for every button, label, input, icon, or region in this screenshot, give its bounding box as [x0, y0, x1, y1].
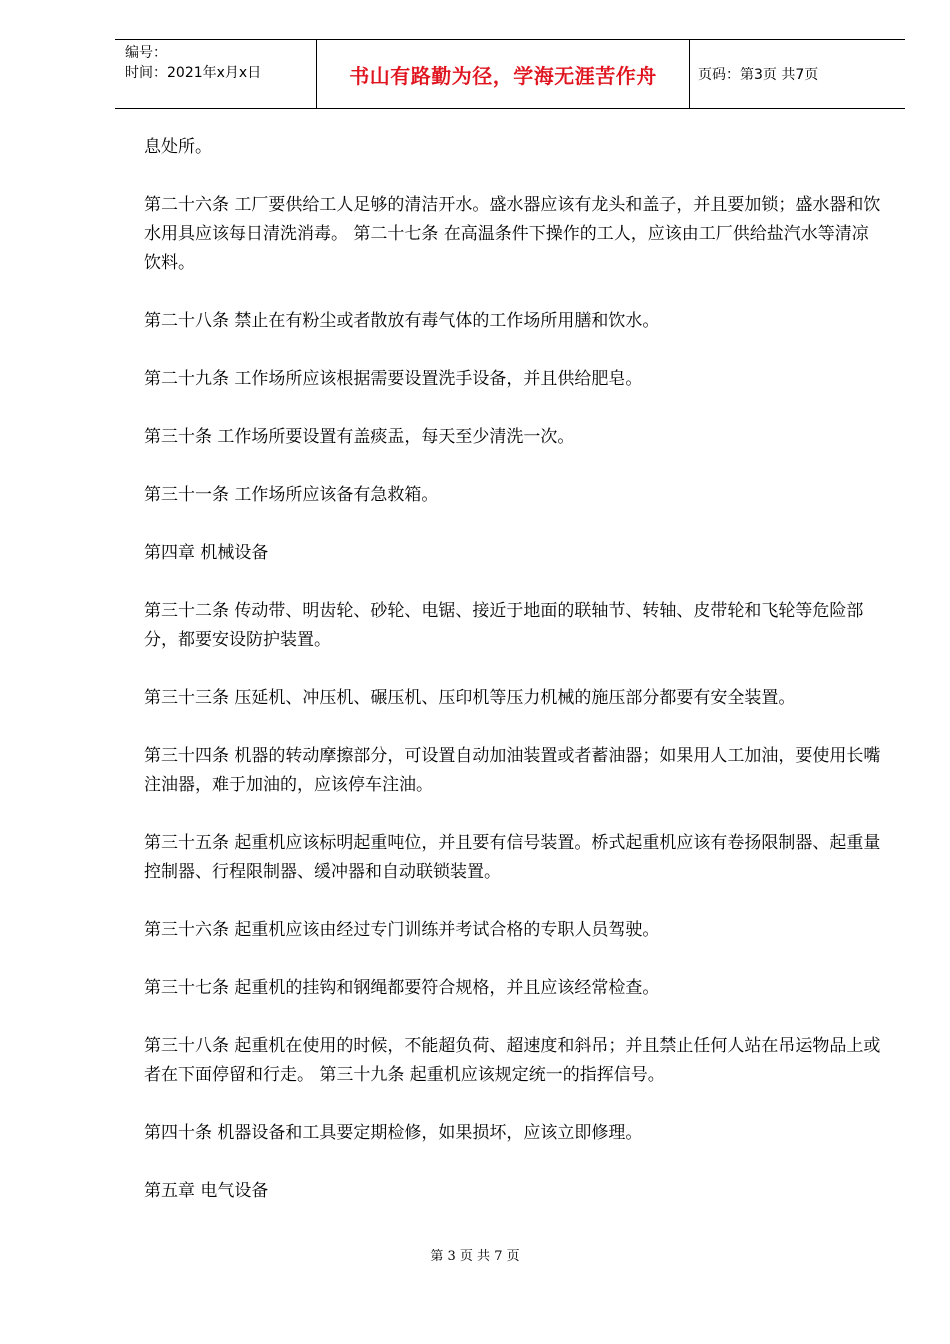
header-meta: [115, 40, 316, 108]
paragraph: 息处所。: [144, 137, 212, 157]
paragraph: 第二十六条 工厂要供给工人足够的清洁开水。盛水器应该有龙头和盖子，并且要加锁；盛水器和饮水用具应该每日清洗消毒。 第二十七条 在高温条件下操作的工人，应该由工厂供给盐汽水等清凉饮料。: [144, 195, 881, 273]
page-footer: [0, 1245, 950, 1264]
paragraph: 第三十条 工作场所要设置有盖痰盂，每天至少清洗一次。: [144, 427, 575, 447]
paragraph: 第三十八条 起重机在使用的时候，不能超负荷、超速度和斜吊；并且禁止任何人站在吊运物品上或者在下面停留和行走。 第三十九条 起重机应该规定统一的指挥信号。: [144, 1036, 881, 1085]
paragraph: 第三十一条 工作场所应该备有急救箱。: [144, 485, 439, 505]
chapter-heading: 第五章 电气设备: [144, 1181, 269, 1201]
paragraph: 第三十七条 起重机的挂钩和钢绳都要符合规格，并且应该经常检查。: [144, 978, 660, 998]
header-motto: 书山有路勤为径，学海无涯苦作舟: [316, 40, 690, 108]
paragraph: 第二十九条 工作场所应该根据需要设置洗手设备，并且供给肥皂。: [144, 369, 643, 389]
paragraph: 第三十二条 传动带、明齿轮、砂轮、电锯、接近于地面的联轴节、转轴、皮带轮和飞轮等危险部分，都要安设防护装置。: [144, 601, 864, 650]
document-body: [144, 133, 884, 1235]
document-time-label: 时间：2021年x月x日: [125, 65, 262, 81]
paragraph: 第四十条 机器设备和工具要定期检修，如果损坏，应该立即修理。: [144, 1123, 643, 1143]
header-page-info: 页码：第3页 共7页: [698, 67, 819, 83]
paragraph: 第二十八条 禁止在有粉尘或者散放有毒气体的工作场所用膳和饮水。: [144, 311, 660, 331]
paragraph: 第三十四条 机器的转动摩擦部分，可设置自动加油装置或者蓄油器；如果用人工加油，要使用长嘴注油器，难于加油的，应该停车注油。: [144, 746, 881, 795]
footer-page-number: 第 3 页 共 7 页: [430, 1249, 520, 1264]
page-header: [115, 39, 905, 109]
chapter-heading: 第四章 机械设备: [144, 543, 269, 563]
document-number-label: 编号：: [125, 45, 167, 61]
paragraph: 第三十六条 起重机应该由经过专门训练并考试合格的专职人员驾驶。: [144, 920, 660, 940]
paragraph: 第三十五条 起重机应该标明起重吨位，并且要有信号装置。桥式起重机应该有卷扬限制器、起重量控制器、行程限制器、缓冲器和自动联锁装置。: [144, 833, 881, 882]
paragraph: 第三十三条 压延机、冲压机、碾压机、压印机等压力机械的施压部分都要有安全装置。: [144, 688, 796, 708]
